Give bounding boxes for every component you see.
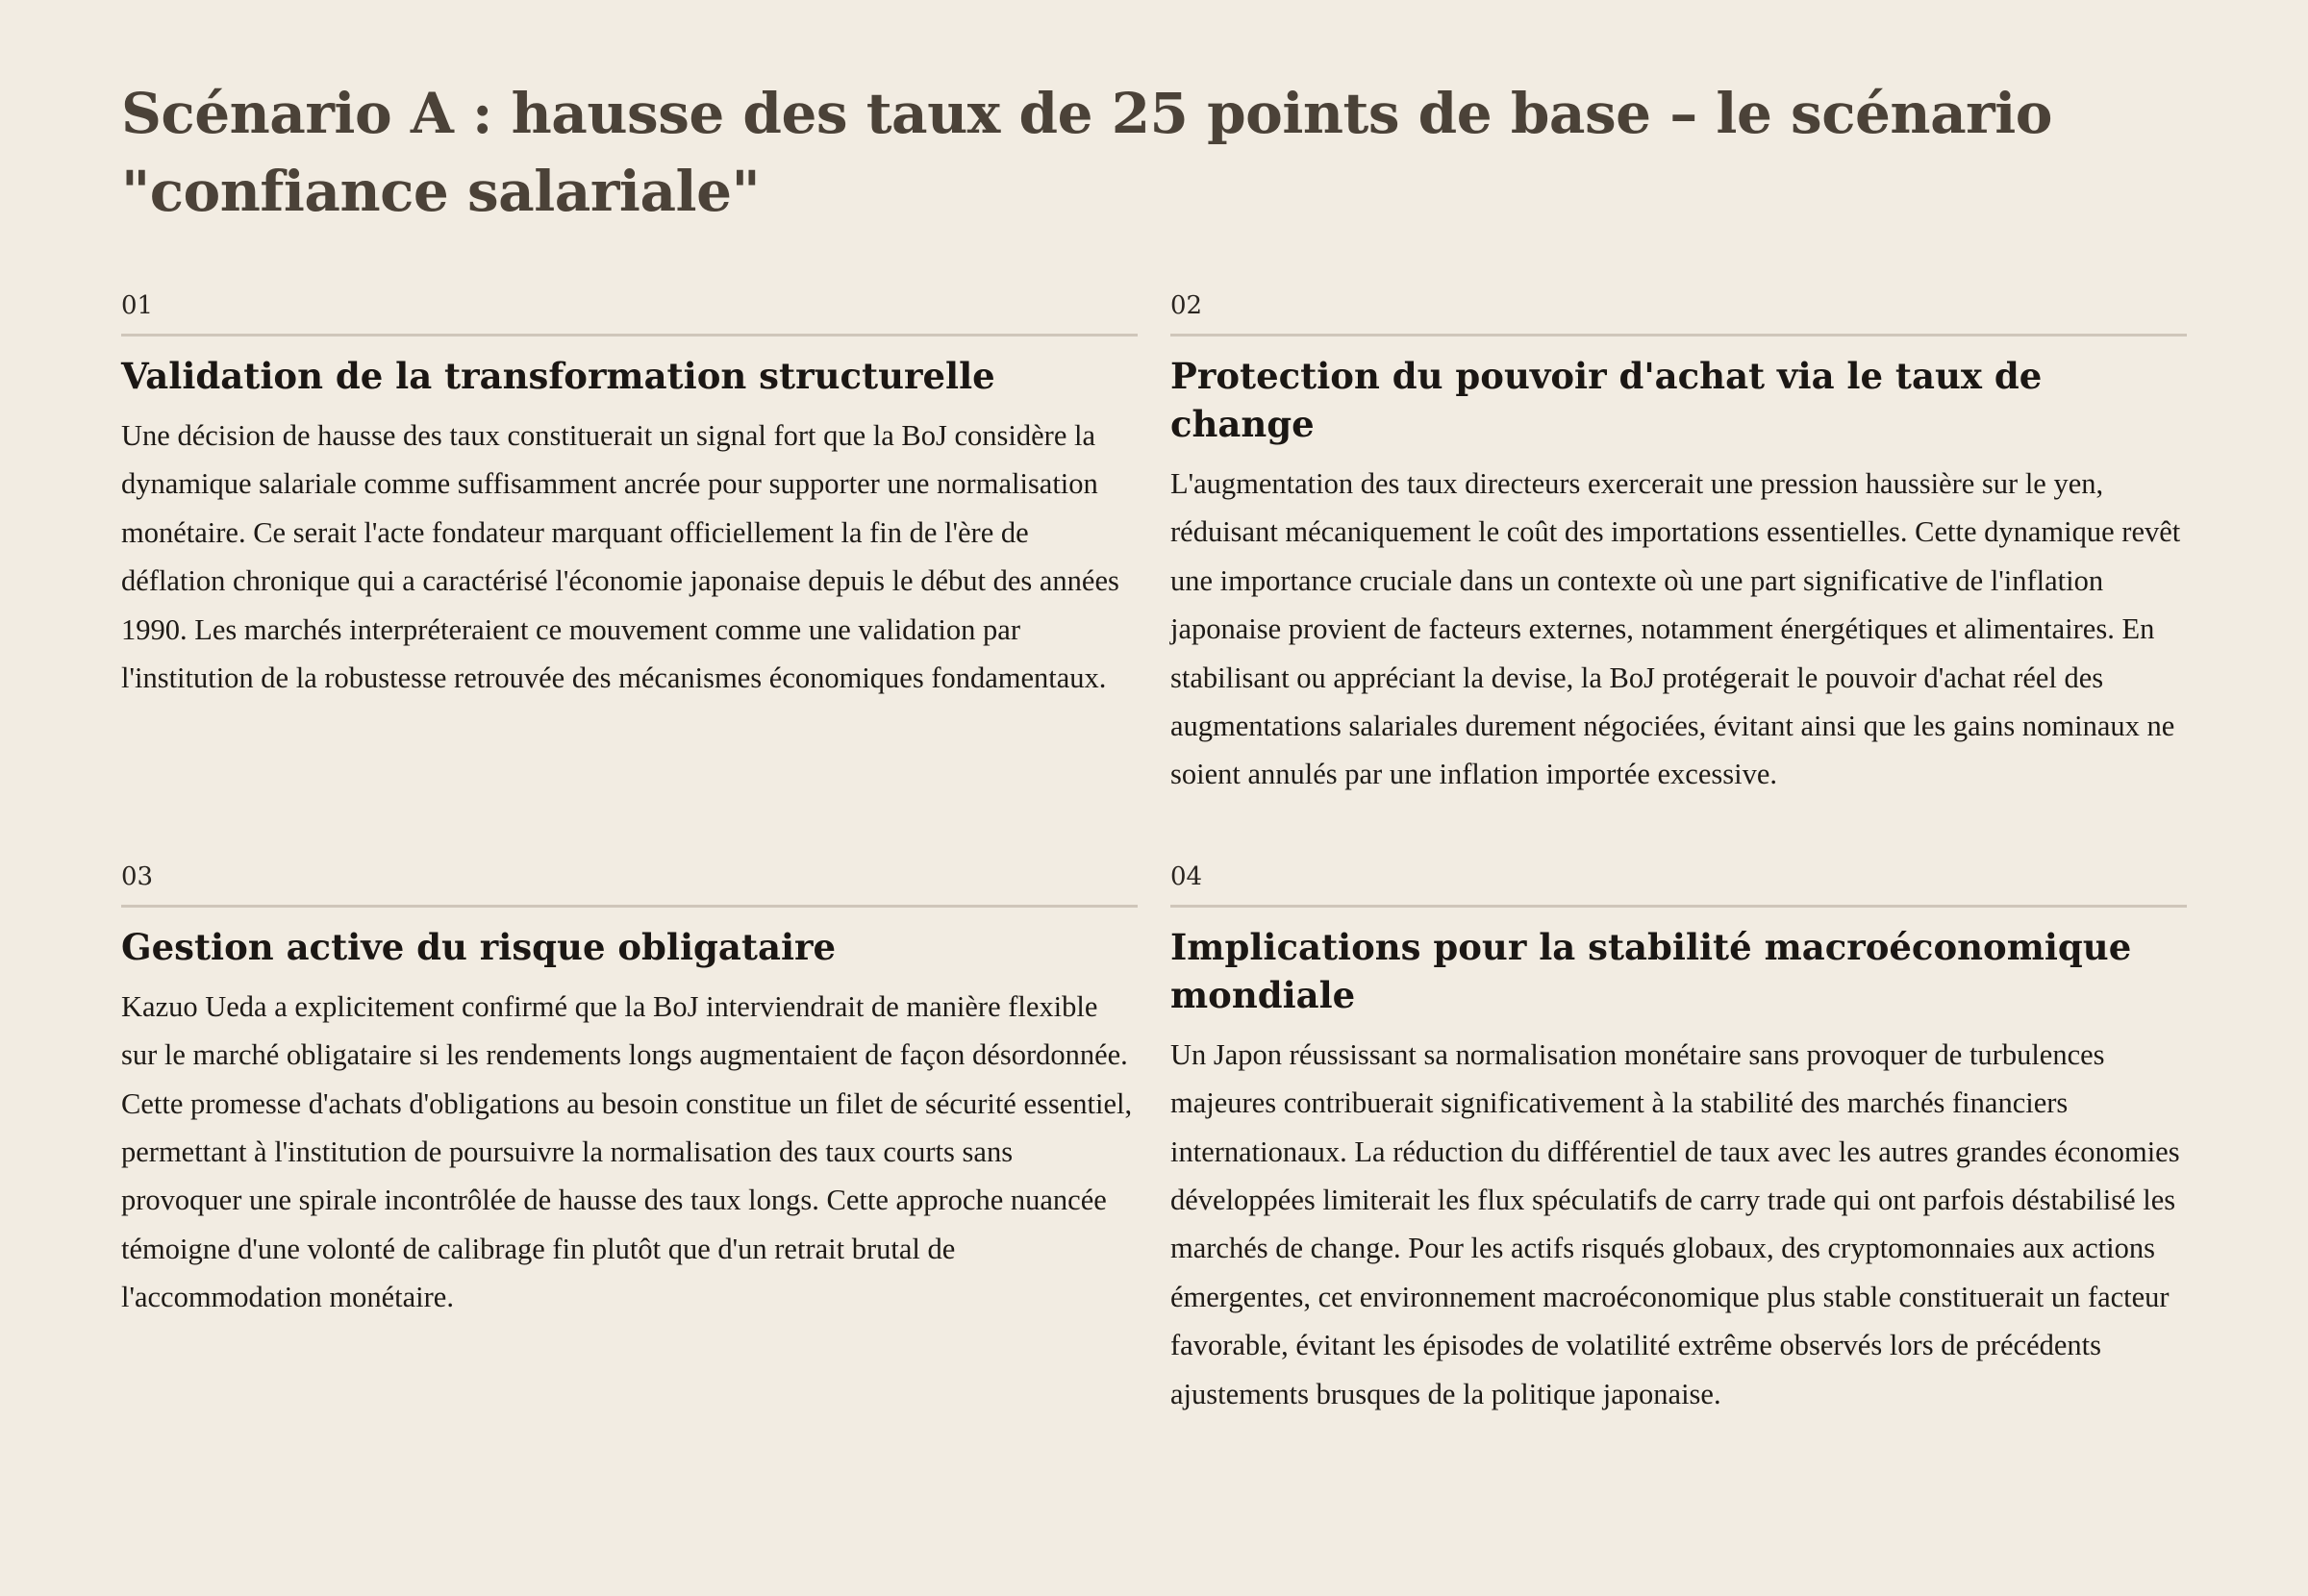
- section-heading: Gestion active du risque obligataire: [121, 925, 837, 968]
- section-body: Kazuo Ueda a explicitement confirmé que la BoJ interviendrait de manière flexible sur le marché obligataire si les rendements longs augmentaient de façon désordonnée. Cette promesse d'achats d'obligations au besoin constitue un filet de sécurité essentiel, permettant à l'institution de poursuivre la normalisation des taux courts sans provoquer une spirale incontrôlée de hausse des taux longs. Cette approche nuancée témoigne d'une volonté de calibrage fin plutôt que d'un retrait brutal de l'accommodation monétaire.: [121, 989, 1133, 1314]
- page-title: Scénario A : hausse des taux de 25 points de base – le scénario "confiance salariale": [121, 81, 2052, 224]
- section-number: 03: [121, 862, 1138, 908]
- sections-grid: [121, 291, 2187, 1418]
- section-body: L'augmentation des taux directeurs exercerait une pression haussière sur le yen, réduisant mécaniquement le coût des importations essentielles. Cette dynamique revêt une importance cruciale dans un contexte où une part significative de l'inflation japonaise provient de facteurs externes, notamment énergétiques et alimentaires. En stabilisant ou appréciant la devise, la BoJ protégerait le pouvoir d'achat réel des augmentations salariales durement négociées, évitant ainsi que les gains nominaux ne soient annulés par une inflation importée excessive.: [1170, 467, 2181, 791]
- section-number: 01: [121, 291, 1138, 337]
- section-body: Un Japon réussissant sa normalisation monétaire sans provoquer de turbulences majeures contribuerait significativement à la stabilité des marchés financiers internationaux. La réduction du différentiel de taux avec les autres grandes économies développées limiterait les flux spéculatifs de carry trade qui ont parfois déstabilisé les marchés de change. Pour les actifs risqués globaux, des cryptomonnaies aux actions émergentes, cet environnement macroéconomique plus stable constituerait un facteur favorable, évitant les épisodes de volatilité extrême observés lors de précédents ajustements brusques de la politique japonaise.: [1170, 1037, 2180, 1410]
- page: [121, 75, 2187, 1410]
- section-card-01: [121, 291, 1138, 799]
- section-body: Une décision de hausse des taux constituerait un signal fort que la BoJ considère la dynamique salariale comme suffisamment ancrée pour supporter une normalisation monétaire. Ce serait l'acte fondateur marquant officiellement la fin de l'ère de déflation chronique qui a caractérisé l'économie japonaise depuis le début des années 1990. Les marchés interpréteraient ce mouvement comme une validation par l'institution de la robustesse retrouvée des mécanismes économiques fondamentaux.: [121, 419, 1119, 695]
- section-heading: Protection du pouvoir d'achat via le taux de change: [1170, 355, 2043, 445]
- section-card-03: [121, 862, 1138, 1418]
- section-heading: Implications pour la stabilité macroéconomique mondiale: [1170, 925, 2132, 1016]
- section-number: 02: [1170, 291, 2187, 337]
- section-card-04: [1170, 862, 2187, 1418]
- section-card-02: [1170, 291, 2187, 799]
- section-number: 04: [1170, 862, 2187, 908]
- section-heading: Validation de la transformation structurelle: [121, 355, 995, 397]
